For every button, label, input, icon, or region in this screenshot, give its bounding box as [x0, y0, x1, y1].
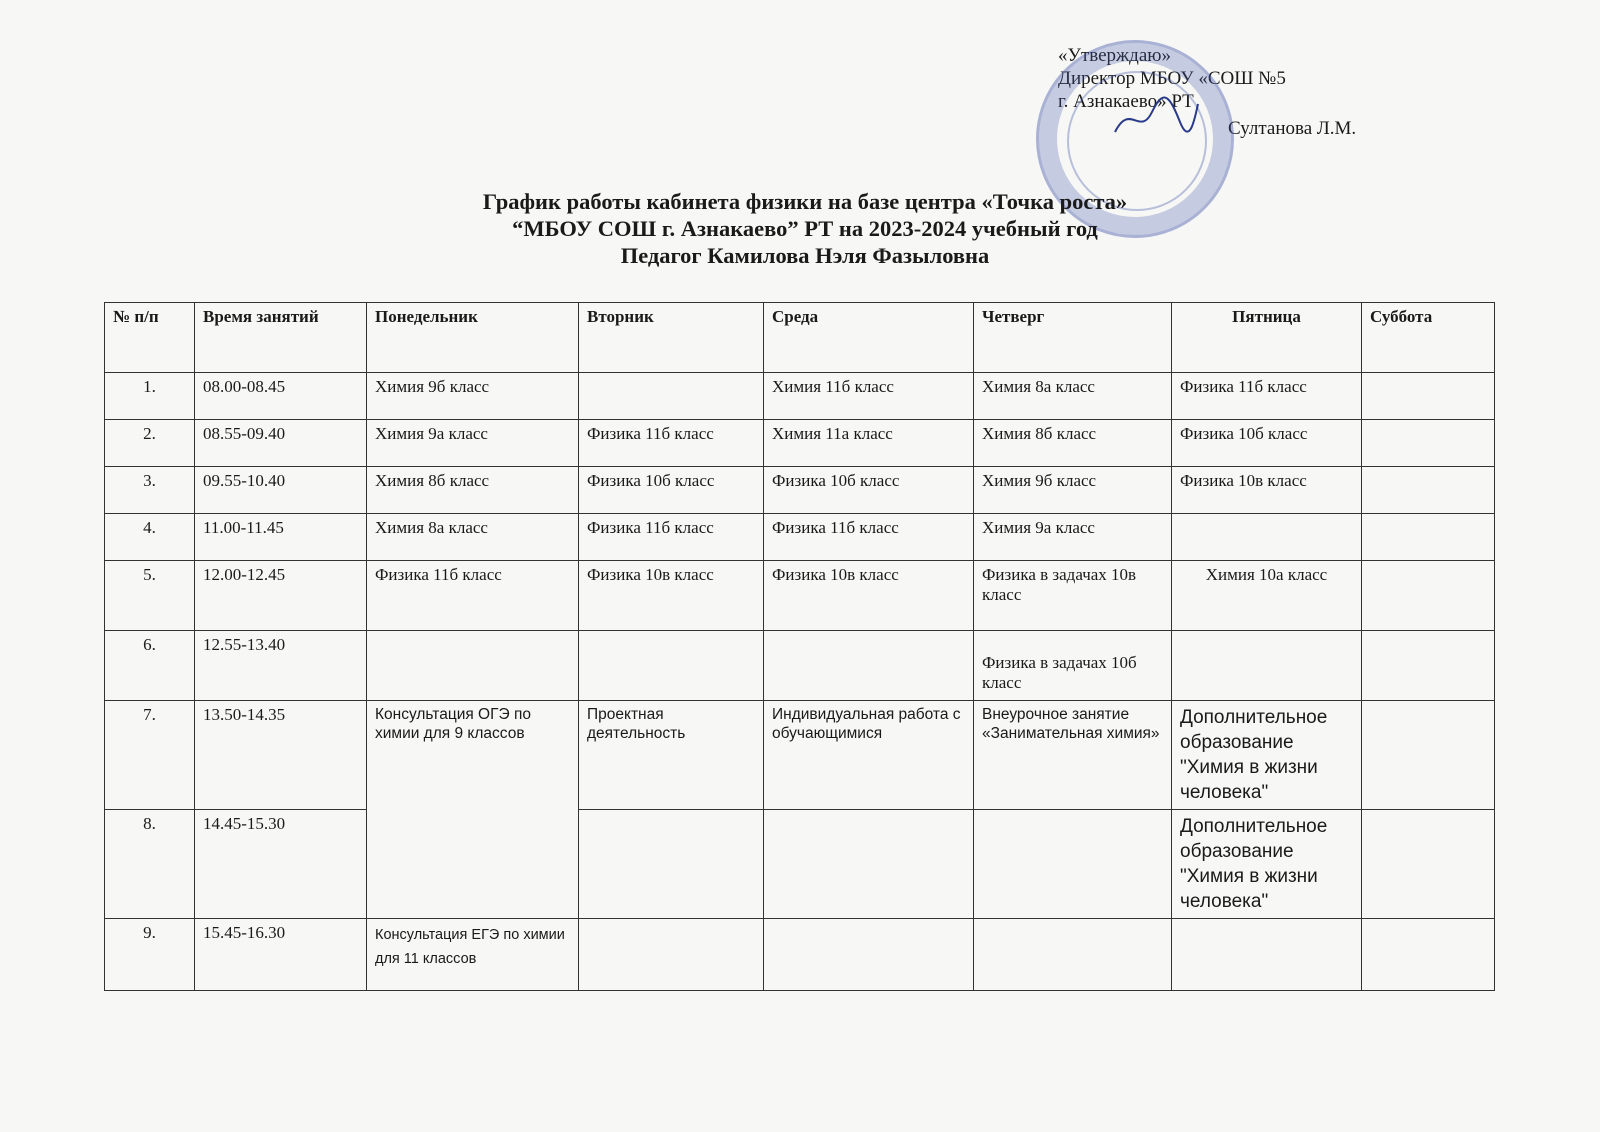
- title-line-1: График работы кабинета физики на базе центра «Точка роста»: [482, 189, 1128, 214]
- cell-thu: Физика в задачах 10б класс: [974, 631, 1172, 701]
- cell-mon: Физика 11б класс: [367, 561, 579, 631]
- table-row: [105, 701, 1495, 810]
- cell-tue: Физика 10в класс: [579, 561, 764, 631]
- cell-fri: [1172, 919, 1362, 991]
- cell-fri: Химия 10а класс: [1172, 561, 1362, 631]
- cell-time: 13.50-14.35: [195, 701, 367, 810]
- cell-time: 08.55-09.40: [195, 420, 367, 467]
- cell-time: 15.45-16.30: [195, 919, 367, 991]
- cell-num: 6.: [105, 631, 195, 701]
- cell-wed: [764, 810, 974, 919]
- table-row: [105, 467, 1495, 514]
- cell-num: 2.: [105, 420, 195, 467]
- cell-mon: [367, 631, 579, 701]
- cell-thu: Химия 9б класс: [974, 467, 1172, 514]
- cell-mon: Консультация ОГЭ по химии для 9 классов: [367, 701, 579, 919]
- document-title: [0, 188, 1600, 269]
- cell-sat: [1362, 810, 1495, 919]
- title-line-2: “МБОУ СОШ г. Азнакаево” РТ на 2023-2024 учебный год: [512, 216, 1098, 241]
- header-tuesday: Вторник: [579, 303, 764, 373]
- title-line-3: Педагог Камилова Нэля Фазыловна: [620, 243, 990, 268]
- cell-sat: [1362, 373, 1495, 420]
- cell-fri: Физика 11б класс: [1172, 373, 1362, 420]
- cell-thu: Химия 9а класс: [974, 514, 1172, 561]
- cell-sat: [1362, 561, 1495, 631]
- schedule-table: [104, 302, 1495, 991]
- cell-num: 7.: [105, 701, 195, 810]
- header-thursday: Четверг: [974, 303, 1172, 373]
- table-row: [105, 514, 1495, 561]
- table-header-row: [105, 303, 1495, 373]
- cell-sat: [1362, 631, 1495, 701]
- cell-tue: [579, 373, 764, 420]
- table-row: [105, 420, 1495, 467]
- cell-mon: Химия 8а класс: [367, 514, 579, 561]
- cell-tue: [579, 631, 764, 701]
- cell-wed: Химия 11а класс: [764, 420, 974, 467]
- header-saturday: Суббота: [1362, 303, 1495, 373]
- table-row: [105, 561, 1495, 631]
- approval-line-3: г. Азнакаево» РТ: [1058, 91, 1194, 112]
- cell-sat: [1362, 514, 1495, 561]
- cell-time: 09.55-10.40: [195, 467, 367, 514]
- approval-line-1: «Утверждаю»: [1058, 45, 1171, 66]
- cell-time: 14.45-15.30: [195, 810, 367, 919]
- cell-fri: Дополнительное образование "Химия в жизни человека": [1172, 810, 1362, 919]
- table-row: [105, 810, 1495, 919]
- cell-thu: Химия 8б класс: [974, 420, 1172, 467]
- cell-time: 11.00-11.45: [195, 514, 367, 561]
- cell-sat: [1362, 420, 1495, 467]
- table-row: [105, 631, 1495, 701]
- cell-fri: [1172, 514, 1362, 561]
- cell-num: 9.: [105, 919, 195, 991]
- cell-fri: Физика 10б класс: [1172, 420, 1362, 467]
- cell-tue: Физика 11б класс: [579, 420, 764, 467]
- cell-time: 08.00-08.45: [195, 373, 367, 420]
- cell-thu: Физика в задачах 10в класс: [974, 561, 1172, 631]
- cell-tue: Физика 10б класс: [579, 467, 764, 514]
- cell-num: 1.: [105, 373, 195, 420]
- cell-tue: Физика 11б класс: [579, 514, 764, 561]
- header-wednesday: Среда: [764, 303, 974, 373]
- table-row: [105, 919, 1495, 991]
- cell-thu: [974, 810, 1172, 919]
- cell-num: 5.: [105, 561, 195, 631]
- cell-sat: [1362, 919, 1495, 991]
- cell-mon: Химия 9а класс: [367, 420, 579, 467]
- cell-thu: Химия 8а класс: [974, 373, 1172, 420]
- approval-signer: Султанова Л.М.: [1228, 118, 1357, 139]
- header-number: № п/п: [105, 303, 195, 373]
- cell-wed: Физика 11б класс: [764, 514, 974, 561]
- cell-tue: [579, 919, 764, 991]
- cell-tue: Проектная деятельность: [579, 701, 764, 810]
- cell-wed: Химия 11б класс: [764, 373, 974, 420]
- cell-wed: [764, 631, 974, 701]
- cell-fri: Дополнительное образование "Химия в жизни человека": [1172, 701, 1362, 810]
- cell-fri: [1172, 631, 1362, 701]
- header-monday: Понедельник: [367, 303, 579, 373]
- table-row: [105, 373, 1495, 420]
- header-time: Время занятий: [195, 303, 367, 373]
- cell-tue: [579, 810, 764, 919]
- cell-thu: Внеурочное занятие «Занимательная химия»: [974, 701, 1172, 810]
- cell-mon: Химия 8б класс: [367, 467, 579, 514]
- cell-thu: [974, 919, 1172, 991]
- cell-num: 4.: [105, 514, 195, 561]
- cell-fri: Физика 10в класс: [1172, 467, 1362, 514]
- cell-time: 12.00-12.45: [195, 561, 367, 631]
- cell-wed: Индивидуальная работа с обучающимися: [764, 701, 974, 810]
- cell-num: 3.: [105, 467, 195, 514]
- cell-mon: Химия 9б класс: [367, 373, 579, 420]
- cell-num: 8.: [105, 810, 195, 919]
- header-friday: Пятница: [1172, 303, 1362, 373]
- cell-sat: [1362, 467, 1495, 514]
- cell-sat: [1362, 701, 1495, 810]
- approval-line-2: Директор МБОУ «СОШ №5: [1058, 68, 1286, 89]
- cell-wed: Физика 10б класс: [764, 467, 974, 514]
- cell-mon: Консультация ЕГЭ по химии для 11 классов: [367, 919, 579, 991]
- signature-icon: [1110, 92, 1200, 142]
- cell-wed: [764, 919, 974, 991]
- cell-time: 12.55-13.40: [195, 631, 367, 701]
- cell-wed: Физика 10в класс: [764, 561, 974, 631]
